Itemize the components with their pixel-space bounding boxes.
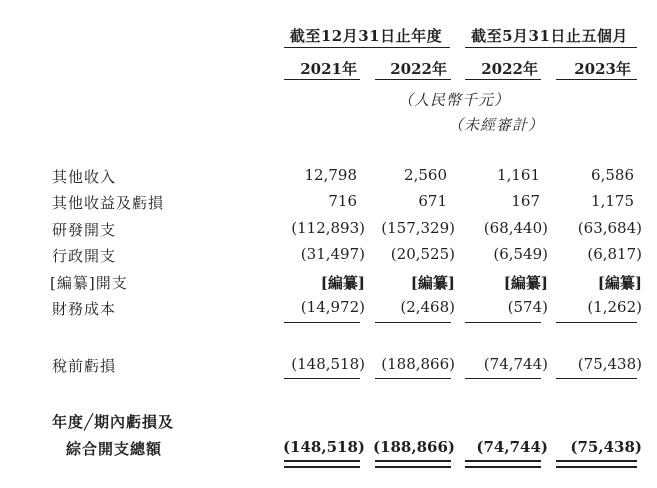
pretax-rule-3 (465, 378, 541, 379)
cell-value: 167 (511, 192, 540, 210)
cell-value: 12,798 (304, 166, 357, 184)
header-year-2023: 2023年 (574, 60, 631, 78)
pretax-rule-4 (556, 378, 637, 379)
cell-value: (188,866) (381, 355, 455, 373)
row-label: 行政開支 (52, 247, 117, 265)
cell-value: 6,586 (591, 166, 634, 184)
row-label: 研發開支 (52, 221, 117, 239)
cell-value: (574) (507, 298, 548, 316)
cell-value: 1,175 (591, 192, 634, 210)
unaudited-note: （未經審計） (448, 116, 545, 134)
cell-value: (6,817) (587, 245, 642, 263)
total-double-rule-3 (465, 460, 541, 468)
cell-value: (20,525) (390, 245, 455, 263)
year-rule-2 (375, 79, 451, 80)
cell-value: (2,468) (400, 298, 455, 316)
row-label-line2: 綜合開支總額 (66, 440, 163, 458)
cell-value: (75,438) (570, 438, 642, 456)
subtotal-rule-1 (284, 322, 360, 323)
header-group-five-months: 截至5月31日止五個月 (471, 27, 628, 45)
cell-value: [編纂] (503, 274, 548, 292)
subtotal-rule-2 (375, 322, 451, 323)
cell-value: (63,684) (577, 219, 642, 237)
total-double-rule-4 (556, 460, 637, 468)
cell-value: (112,893) (291, 219, 365, 237)
header-year-2022: 2022年 (390, 60, 447, 78)
cell-value: (6,549) (493, 245, 548, 263)
row-label: [編纂]開支 (50, 274, 128, 292)
cell-value: 716 (328, 192, 357, 210)
total-double-rule-1 (284, 460, 360, 468)
cell-value: (75,438) (577, 355, 642, 373)
cell-value: (188,866) (372, 438, 455, 456)
row-label: 其他收入 (52, 168, 117, 186)
cell-value: [編纂] (597, 274, 642, 292)
year-rule-4 (556, 79, 637, 80)
header-group-rule-1 (284, 47, 450, 48)
cell-value: 671 (418, 192, 447, 210)
cell-value: (148,518) (282, 438, 365, 456)
unit-note: （人民幣千元） (398, 91, 511, 109)
cell-value: 1,161 (497, 166, 540, 184)
row-label: 財務成本 (52, 300, 117, 318)
row-label: 其他收益及虧損 (52, 194, 165, 212)
header-group-year-ended: 截至12月31日止年度 (289, 27, 443, 45)
header-group-rule-2 (465, 47, 637, 48)
cell-value: [編纂] (320, 274, 365, 292)
cell-value: (68,440) (483, 219, 548, 237)
cell-value: (74,744) (476, 438, 548, 456)
cell-value: [編纂] (410, 274, 455, 292)
cell-value: (148,518) (291, 355, 365, 373)
year-rule-1 (284, 79, 360, 80)
subtotal-rule-3 (465, 322, 541, 323)
cell-value: (157,329) (381, 219, 455, 237)
row-label-line1: 年度╱期內虧損及 (52, 413, 175, 431)
cell-value: (14,972) (300, 298, 365, 316)
total-double-rule-2 (375, 460, 451, 468)
header-year-2021: 2021年 (300, 60, 357, 78)
cell-value: (31,497) (300, 245, 365, 263)
subtotal-rule-4 (556, 322, 637, 323)
year-rule-3 (465, 79, 541, 80)
cell-value: (1,262) (587, 298, 642, 316)
cell-value: (74,744) (483, 355, 548, 373)
row-label: 稅前虧損 (52, 357, 117, 375)
pretax-rule-2 (375, 378, 451, 379)
cell-value: 2,560 (404, 166, 447, 184)
pretax-rule-1 (284, 378, 360, 379)
header-year-2022-five-months: 2022年 (481, 60, 538, 78)
